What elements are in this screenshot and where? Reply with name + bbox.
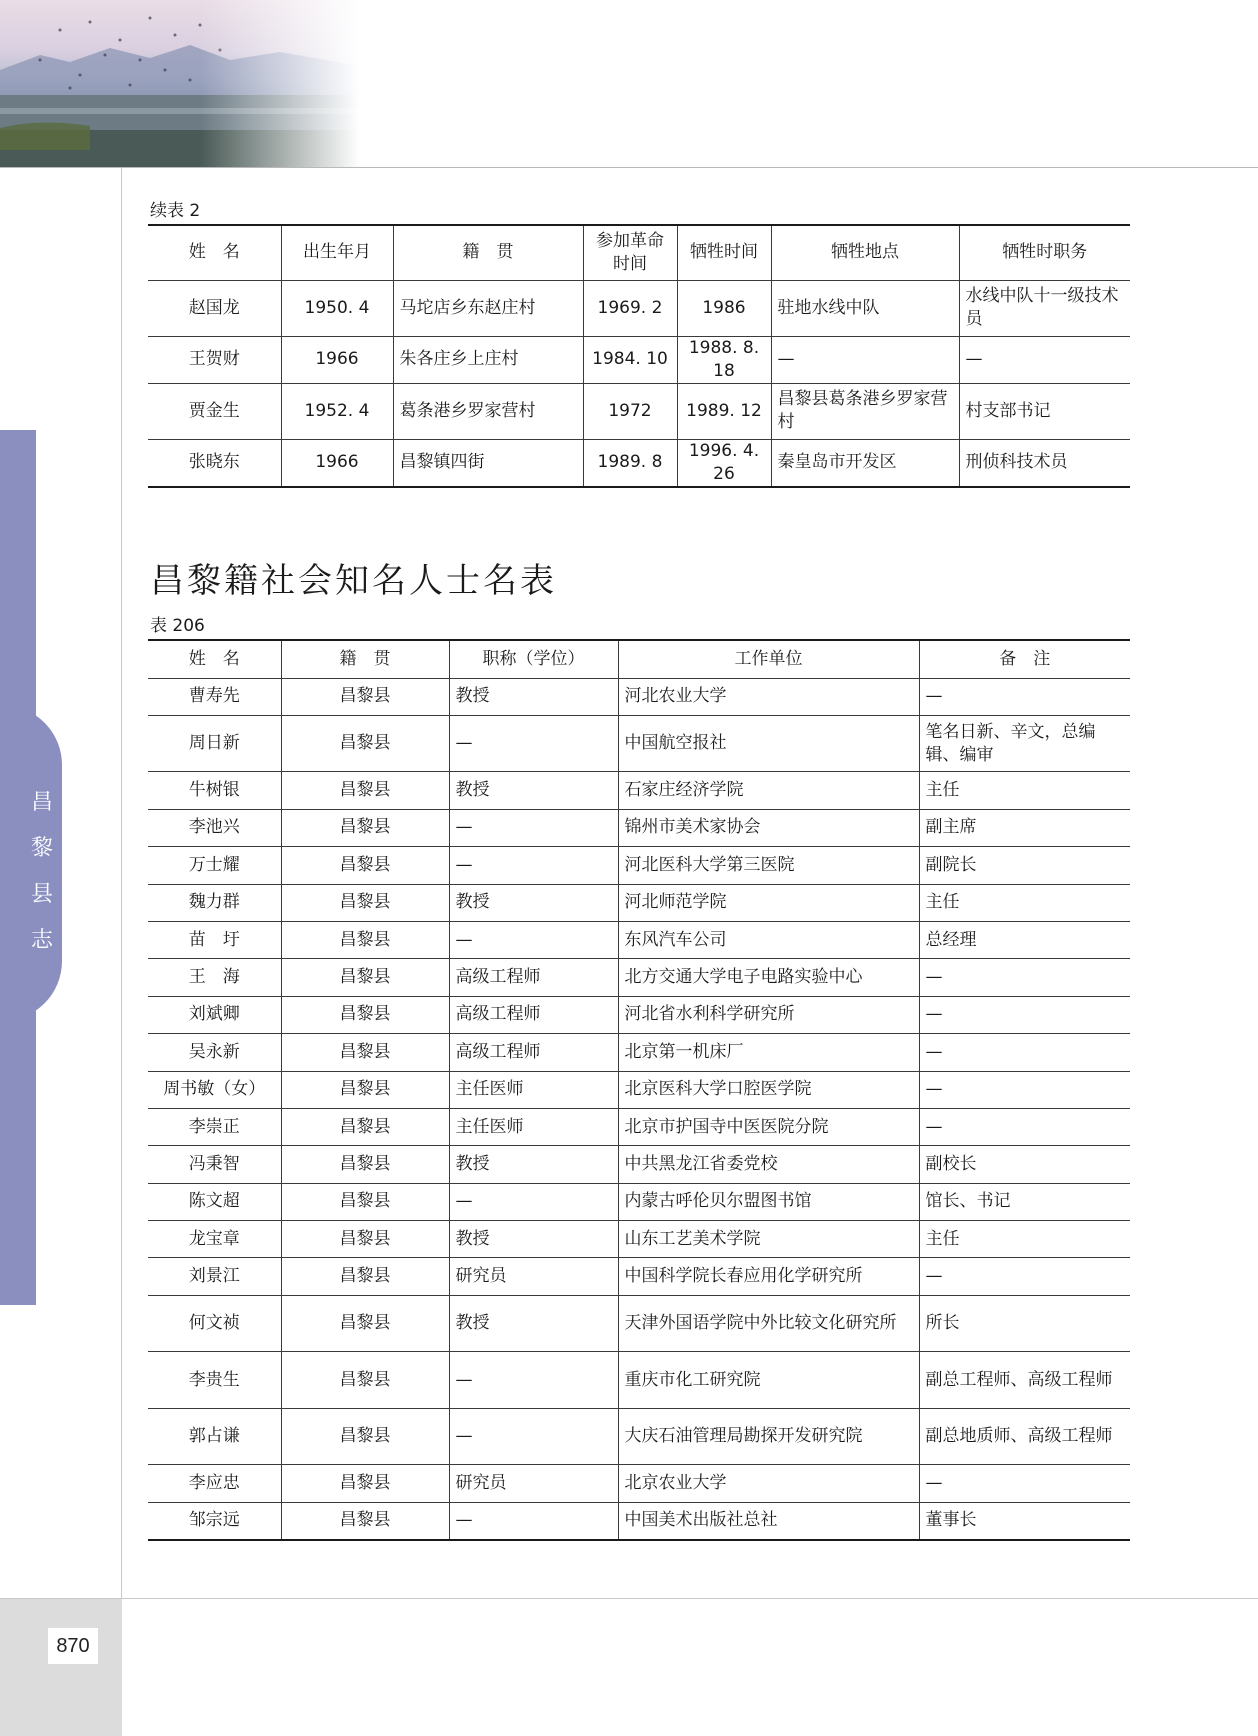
cell-title: — <box>449 1408 618 1465</box>
cell-name: 万士耀 <box>148 847 281 884</box>
cell-native-place: 昌黎县 <box>281 1352 449 1409</box>
column-header: 参加革命时间 <box>583 225 677 280</box>
column-header: 姓 名 <box>148 640 281 678</box>
cell-title: 教授 <box>449 884 618 921</box>
cell-native-place: 昌黎县 <box>281 809 449 846</box>
cell-native-place: 朱各庄乡上庄村 <box>393 336 583 383</box>
cell-title: — <box>449 921 618 958</box>
side-tab-label <box>28 780 56 964</box>
cell-name: 吴永新 <box>148 1034 281 1071</box>
cell-join-date: 1984. 10 <box>583 336 677 383</box>
cell-name: 李应忠 <box>148 1465 281 1502</box>
table-row <box>148 1034 1130 1071</box>
cell-name: 郭占谦 <box>148 1408 281 1465</box>
cell-birth: 1966 <box>281 439 393 487</box>
table-row <box>148 1408 1130 1465</box>
cell-death-place: 秦皇岛市开发区 <box>771 439 959 487</box>
cell-title: — <box>449 1352 618 1409</box>
table-row <box>148 1108 1130 1145</box>
cell-workplace: 山东工艺美术学院 <box>618 1221 919 1258</box>
cell-native-place: 昌黎县 <box>281 1295 449 1352</box>
column-header: 姓 名 <box>148 225 281 280</box>
cell-remark: — <box>919 1108 1130 1145</box>
cell-remark: 副校长 <box>919 1146 1130 1183</box>
cell-name: 邹宗远 <box>148 1502 281 1539</box>
table-row <box>148 280 1130 336</box>
cell-join-date: 1969. 2 <box>583 280 677 336</box>
cell-death-date: 1996. 4. 26 <box>677 439 771 487</box>
cell-remark: 副总地质师、高级工程师 <box>919 1408 1130 1465</box>
cell-death-place: 昌黎县葛条港乡罗家营村 <box>771 383 959 439</box>
cell-workplace: 大庆石油管理局勘探开发研究院 <box>618 1408 919 1465</box>
cell-remark: — <box>919 1465 1130 1502</box>
cell-name: 张晓东 <box>148 439 281 487</box>
cell-native-place: 昌黎县 <box>281 1146 449 1183</box>
cell-name: 赵国龙 <box>148 280 281 336</box>
table-row <box>148 996 1130 1033</box>
cell-title: — <box>449 809 618 846</box>
cell-remark: — <box>919 996 1130 1033</box>
cell-remark: — <box>919 1071 1130 1108</box>
table-row <box>148 921 1130 958</box>
cell-position: 村支部书记 <box>959 383 1130 439</box>
cell-position: — <box>959 336 1130 383</box>
cell-name: 苗 圩 <box>148 921 281 958</box>
cell-remark: 副院长 <box>919 847 1130 884</box>
cell-workplace: 北京医科大学口腔医学院 <box>618 1071 919 1108</box>
cell-workplace: 锦州市美术家协会 <box>618 809 919 846</box>
table-header-row <box>148 225 1130 280</box>
cell-workplace: 中国航空报社 <box>618 715 919 772</box>
cell-name: 刘斌卿 <box>148 996 281 1033</box>
cell-workplace: 北京市护国寺中医医院分院 <box>618 1108 919 1145</box>
cell-name: 牛树银 <box>148 772 281 809</box>
table-row <box>148 959 1130 996</box>
side-tab-char: 志 <box>30 928 53 953</box>
cell-birth: 1952. 4 <box>281 383 393 439</box>
cell-name: 刘景江 <box>148 1258 281 1295</box>
cell-title: 主任医师 <box>449 1108 618 1145</box>
cell-title: 高级工程师 <box>449 996 618 1033</box>
column-header: 籍 贯 <box>393 225 583 280</box>
cell-birth: 1950. 4 <box>281 280 393 336</box>
cell-workplace: 中共黑龙江省委党校 <box>618 1146 919 1183</box>
notable-people-table <box>148 639 1130 1541</box>
cell-title: 教授 <box>449 678 618 715</box>
cell-join-date: 1972 <box>583 383 677 439</box>
cell-title: — <box>449 715 618 772</box>
cell-workplace: 中国美术出版社总社 <box>618 1502 919 1539</box>
cell-native-place: 昌黎县 <box>281 678 449 715</box>
cell-title: 研究员 <box>449 1258 618 1295</box>
cell-remark: — <box>919 1034 1130 1071</box>
table-row <box>148 1295 1130 1352</box>
cell-name: 周书敏（女） <box>148 1071 281 1108</box>
cell-name: 冯秉智 <box>148 1146 281 1183</box>
header-landscape-photo <box>0 0 360 168</box>
cell-remark: — <box>919 678 1130 715</box>
cell-native-place: 昌黎县 <box>281 921 449 958</box>
column-header: 籍 贯 <box>281 640 449 678</box>
cell-remark: 馆长、书记 <box>919 1183 1130 1220</box>
table2-caption: 表 206 <box>150 616 205 636</box>
cell-death-date: 1988. 8. 18 <box>677 336 771 383</box>
page-number: 870 <box>48 1628 98 1664</box>
cell-native-place: 马坨店乡东赵庄村 <box>393 280 583 336</box>
table-row <box>148 884 1130 921</box>
cell-join-date: 1989. 8 <box>583 439 677 487</box>
cell-name: 陈文超 <box>148 1183 281 1220</box>
cell-name: 李池兴 <box>148 809 281 846</box>
table-row <box>148 336 1130 383</box>
table-row <box>148 1183 1130 1220</box>
cell-title: 教授 <box>449 1295 618 1352</box>
cell-workplace: 北方交通大学电子电路实验中心 <box>618 959 919 996</box>
cell-workplace: 河北省水利科学研究所 <box>618 996 919 1033</box>
cell-death-place: 驻地水线中队 <box>771 280 959 336</box>
cell-native-place: 昌黎县 <box>281 884 449 921</box>
cell-workplace: 东风汽车公司 <box>618 921 919 958</box>
column-header: 牺牲时职务 <box>959 225 1130 280</box>
cell-position: 水线中队十一级技术员 <box>959 280 1130 336</box>
table-row <box>148 678 1130 715</box>
column-header: 牺牲地点 <box>771 225 959 280</box>
cell-native-place: 昌黎县 <box>281 1108 449 1145</box>
header-rule <box>0 167 1258 168</box>
cell-native-place: 昌黎县 <box>281 959 449 996</box>
table-row <box>148 847 1130 884</box>
cell-name: 龙宝章 <box>148 1221 281 1258</box>
column-header: 工作单位 <box>618 640 919 678</box>
cell-name: 魏力群 <box>148 884 281 921</box>
side-tab-char: 黎 <box>30 836 53 861</box>
cell-title: 教授 <box>449 1146 618 1183</box>
column-header: 备 注 <box>919 640 1130 678</box>
cell-native-place: 昌黎县 <box>281 1221 449 1258</box>
cell-remark: 副主席 <box>919 809 1130 846</box>
section-title: 昌黎籍社会知名人士名表 <box>150 560 557 601</box>
cell-native-place: 昌黎县 <box>281 1034 449 1071</box>
cell-remark: 总经理 <box>919 921 1130 958</box>
cell-name: 贾金生 <box>148 383 281 439</box>
cell-death-date: 1986 <box>677 280 771 336</box>
table-row <box>148 1146 1130 1183</box>
table-row <box>148 439 1130 487</box>
side-tab-char: 昌 <box>30 790 53 815</box>
cell-name: 李贵生 <box>148 1352 281 1409</box>
cell-remark: 所长 <box>919 1295 1130 1352</box>
cell-title: 教授 <box>449 772 618 809</box>
cell-title: — <box>449 847 618 884</box>
cell-native-place: 昌黎县 <box>281 1183 449 1220</box>
cell-workplace: 内蒙古呼伦贝尔盟图书馆 <box>618 1183 919 1220</box>
cell-native-place: 昌黎镇四街 <box>393 439 583 487</box>
cell-native-place: 昌黎县 <box>281 1502 449 1539</box>
cell-name: 曹寿先 <box>148 678 281 715</box>
cell-workplace: 河北医科大学第三医院 <box>618 847 919 884</box>
cell-title: 高级工程师 <box>449 1034 618 1071</box>
table-row <box>148 383 1130 439</box>
cell-name: 王 海 <box>148 959 281 996</box>
cell-birth: 1966 <box>281 336 393 383</box>
cell-death-place: — <box>771 336 959 383</box>
table-row <box>148 1221 1130 1258</box>
cell-native-place: 葛条港乡罗家营村 <box>393 383 583 439</box>
table-row <box>148 1465 1130 1502</box>
cell-name: 王贺财 <box>148 336 281 383</box>
cell-position: 刑侦科技术员 <box>959 439 1130 487</box>
side-tab-char: 县 <box>30 882 53 907</box>
cell-name: 何文祯 <box>148 1295 281 1352</box>
table-row <box>148 1258 1130 1295</box>
column-header: 职称（学位） <box>449 640 618 678</box>
cell-remark: 董事长 <box>919 1502 1130 1539</box>
table-row <box>148 772 1130 809</box>
cell-workplace: 北京农业大学 <box>618 1465 919 1502</box>
cell-native-place: 昌黎县 <box>281 1465 449 1502</box>
cell-workplace: 北京第一机床厂 <box>618 1034 919 1071</box>
cell-native-place: 昌黎县 <box>281 715 449 772</box>
cell-title: — <box>449 1502 618 1539</box>
footer-rule <box>0 1598 1258 1599</box>
cell-title: 教授 <box>449 1221 618 1258</box>
cell-remark: 副总工程师、高级工程师 <box>919 1352 1130 1409</box>
martyrs-table-continued <box>148 224 1130 488</box>
cell-workplace: 重庆市化工研究院 <box>618 1352 919 1409</box>
table-row <box>148 1502 1130 1539</box>
cell-native-place: 昌黎县 <box>281 1408 449 1465</box>
table-row <box>148 809 1130 846</box>
cell-remark: 主任 <box>919 1221 1130 1258</box>
table-row <box>148 715 1130 772</box>
table-header-row <box>148 640 1130 678</box>
cell-name: 李崇正 <box>148 1108 281 1145</box>
cell-workplace: 河北农业大学 <box>618 678 919 715</box>
footer-margin <box>0 1599 122 1736</box>
cell-title: 主任医师 <box>449 1071 618 1108</box>
cell-title: 研究员 <box>449 1465 618 1502</box>
cell-title: 高级工程师 <box>449 959 618 996</box>
cell-workplace: 中国科学院长春应用化学研究所 <box>618 1258 919 1295</box>
cell-native-place: 昌黎县 <box>281 1258 449 1295</box>
cell-native-place: 昌黎县 <box>281 1071 449 1108</box>
cell-title: — <box>449 1183 618 1220</box>
cell-remark: 笔名日新、辛文，总编辑、编审 <box>919 715 1130 772</box>
cell-workplace: 石家庄经济学院 <box>618 772 919 809</box>
cell-death-date: 1989. 12 <box>677 383 771 439</box>
table-row <box>148 1071 1130 1108</box>
column-header: 出生年月 <box>281 225 393 280</box>
cell-native-place: 昌黎县 <box>281 772 449 809</box>
cell-remark: — <box>919 1258 1130 1295</box>
cell-native-place: 昌黎县 <box>281 996 449 1033</box>
cell-native-place: 昌黎县 <box>281 847 449 884</box>
cell-remark: — <box>919 959 1130 996</box>
table1-caption: 续表 2 <box>150 201 201 221</box>
cell-remark: 主任 <box>919 772 1130 809</box>
cell-name: 周日新 <box>148 715 281 772</box>
cell-workplace: 天津外国语学院中外比较文化研究所 <box>618 1295 919 1352</box>
cell-remark: 主任 <box>919 884 1130 921</box>
cell-workplace: 河北师范学院 <box>618 884 919 921</box>
column-header: 牺牲时间 <box>677 225 771 280</box>
table-row <box>148 1352 1130 1409</box>
